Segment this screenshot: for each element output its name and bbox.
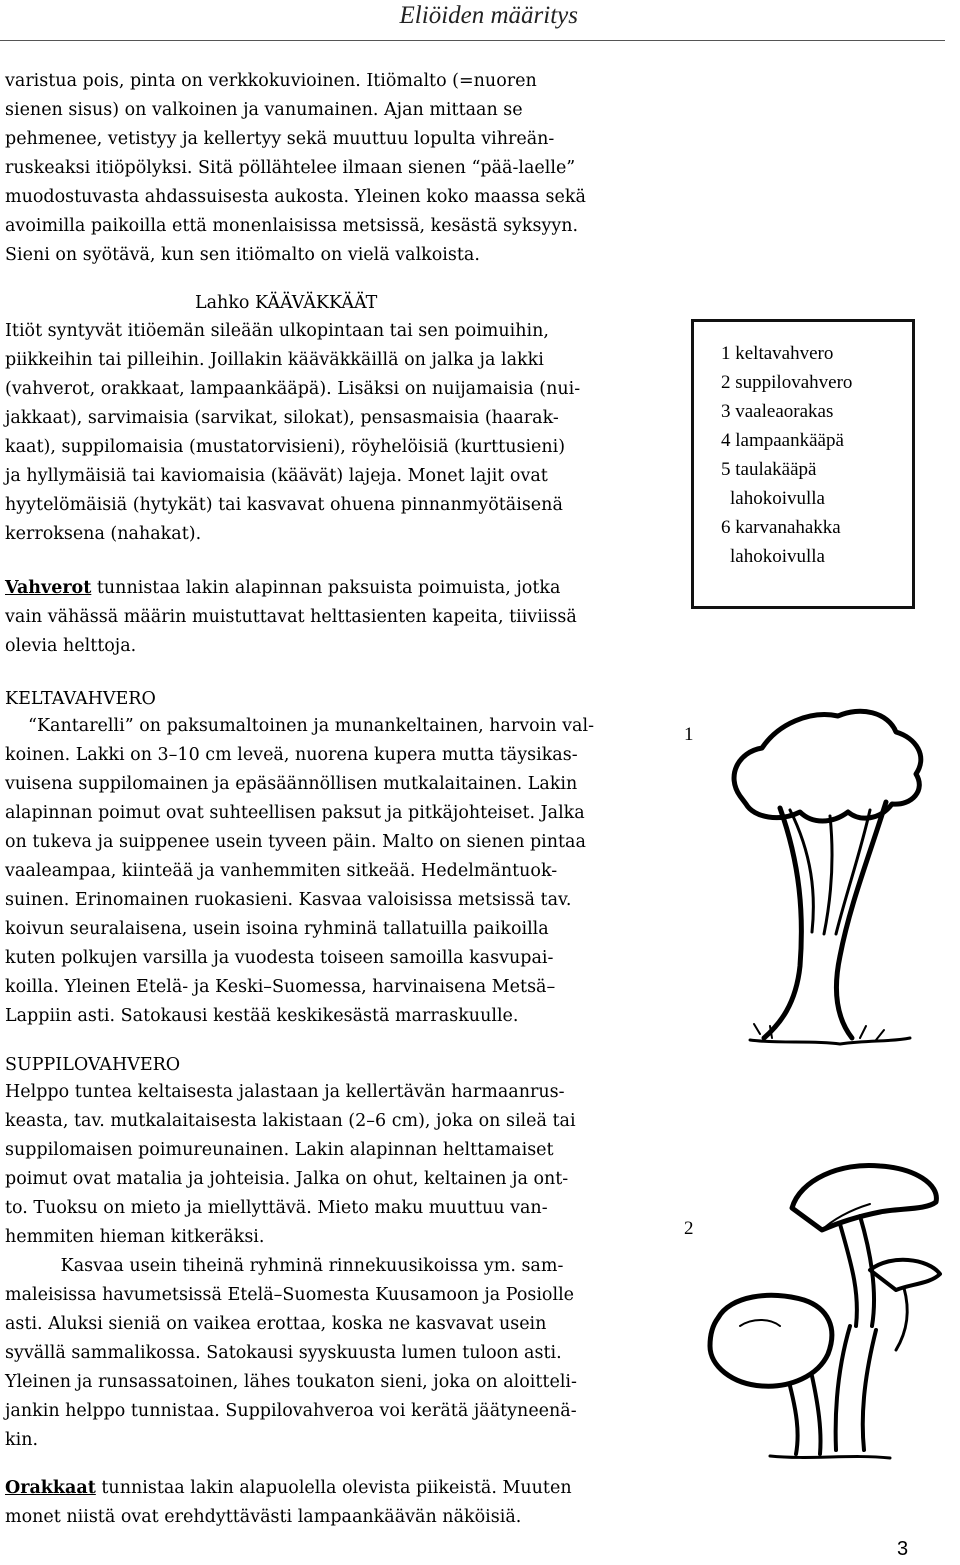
text-line: “Kantarelli” on paksumaltoinen ja munankeltainen, harvoin val-: [28, 716, 594, 736]
text-line: to. Tuoksu on mieto ja miellyttävä. Mieto maku muuttuu van-: [5, 1198, 548, 1218]
text-line: kuten polkujen varsilla ja vuodesta toiseen samoilla kasvupai-: [5, 948, 554, 968]
text-line: suppilomaisen poimureunainen. Lakin alapinnan helttamaiset: [5, 1140, 554, 1160]
text-line: maleisissa havumetsissä Etelä–Suomesta Kuusamoon ja Posiolle: [5, 1285, 575, 1305]
orakkaat-line1-rest: tunnistaa lakin alapuolella olevista piikeistä. Muuten: [95, 1478, 572, 1498]
suppilovahvero-illustration: [700, 1150, 950, 1465]
intro-paragraph: [5, 67, 586, 270]
legend-item: 6 karvanahakka: [721, 517, 841, 538]
text-line: koinen. Lakki on 3–10 cm leveä, nuorena kupera mutta täysikas-: [5, 745, 578, 765]
text-line: Lappiin asti. Satokausi kestää keskikesästä marraskuulle.: [5, 1006, 519, 1026]
text-line: hemmiten hieman kitkeräksi.: [5, 1227, 265, 1247]
text-line: piikkeihin tai pilleihin. Joillakin kääväkkäillä on jalka ja lakki: [5, 350, 544, 370]
text-line: (vahverot, orakkaat, lampaankääpä). Lisäksi on nuijamaisia (nui-: [5, 379, 581, 399]
text-line: syvällä sammalikossa. Satokausi syyskuusta lumen tuloon asti.: [5, 1343, 562, 1363]
legend-item: 1 keltavahvero: [721, 343, 834, 364]
legend-item: 3 vaaleaorakas: [721, 401, 834, 422]
vahverot-term: Vahverot: [5, 578, 92, 598]
keltavahvero-paragraph: [5, 712, 594, 1031]
suppilovahvero-paragraph: [5, 1078, 577, 1455]
text-line: vuisena suppilomainen ja epäsäännöllisen mutkalaitainen. Lakin: [5, 774, 578, 794]
legend-item: 5 taulakääpä: [721, 459, 817, 480]
text-line: [5, 1474, 572, 1503]
text-line: avoimilla paikoilla että monenlaisissa metsissä, kesästä syksyyn.: [5, 216, 579, 236]
figure-2-label: 2: [684, 1218, 694, 1239]
text-line: olevia helttoja.: [5, 636, 137, 656]
page-number: 3: [897, 1538, 909, 1560]
text-line: pehmenee, vetistyy ja kellertyy sekä muuttuu lopulta vihreän-: [5, 129, 555, 149]
text-line: monet niistä ovat erehdyttävästi lampaankäävän näköisiä.: [5, 1507, 522, 1527]
suppilovahvero-heading: SUPPILOVAHVERO: [5, 1055, 181, 1075]
text-line: jakkaat), sarvimaisia (sarvikat, silokat), pensasmaisia (haarak-: [5, 408, 559, 428]
text-line: Sieni on syötävä, kun sen itiömalto on vielä valkoista.: [5, 245, 480, 265]
orakkaat-paragraph: [5, 1474, 572, 1532]
text-line: Helppo tuntea keltaisesta jalastaan ja kellertävän harmaanrus-: [5, 1082, 565, 1102]
text-line: kerroksena (nahakat).: [5, 524, 202, 544]
text-line: kin.: [5, 1430, 39, 1450]
species-legend-box: [691, 319, 915, 609]
header-rule: [0, 40, 945, 41]
vahverot-line1-rest: tunnistaa lakin alapinnan paksuista poimuista, jotka: [91, 578, 561, 598]
legend-item: lahokoivulla: [730, 488, 825, 509]
text-line: Itiöt syntyvät itiöemän sileään ulkopintaan tai sen poimuihin,: [5, 321, 549, 341]
vahverot-paragraph: [5, 574, 577, 661]
text-line: jankin helppo tunnistaa. Suppilovahveroa voi kerätä jäätyneenä-: [5, 1401, 577, 1421]
text-line: poimut ovat matalia ja johteisia. Jalka on ohut, keltainen ja ont-: [5, 1169, 569, 1189]
keltavahvero-illustration: [720, 704, 940, 1049]
text-line: suinen. Erinomainen ruokasieni. Kasvaa valoisissa metsissä tav.: [5, 890, 572, 910]
lahko-heading: Lahko KÄÄVÄKKÄÄT: [195, 293, 378, 313]
text-line: muodostuvasta ahdassuisesta aukosta. Yleinen koko maassa sekä: [5, 187, 586, 207]
legend-item: 4 lampaankääpä: [721, 430, 844, 451]
text-line: koilla. Yleinen Etelä- ja Keski–Suomessa, harvinaisena Metsä–: [5, 977, 556, 997]
text-line: asti. Aluksi sieniä on vaikea erottaa, koska ne kasvavat usein: [5, 1314, 547, 1334]
text-line: on tukeva ja suippenee usein tyveen päin. Malto on sienen pintaa: [5, 832, 586, 852]
keltavahvero-heading: KELTAVAHVERO: [5, 689, 156, 709]
text-line: sienen sisus) on valkoinen ja vanumainen. Ajan mittaan se: [5, 100, 523, 120]
legend-item: lahokoivulla: [730, 546, 825, 567]
text-line: varistua pois, pinta on verkkokuvioinen. Itiömalto (=nuoren: [5, 71, 537, 91]
text-line: hyytelömäisiä (hytykät) tai kasvavat ohuena pinnanmyötäisenä: [5, 495, 563, 515]
orakkaat-term: Orakkaat: [5, 1478, 96, 1498]
text-line: vain vähässä määrin muistuttavat helttasienten kapeita, tiiviissä: [5, 607, 577, 627]
text-line: vaaleampaa, kiinteää ja vanhemmiten sitkeää. Hedelmäntuok-: [5, 861, 558, 881]
text-line: ja hyllymäisiä tai kaviomaisia (käävät) lajeja. Monet lajit ovat: [5, 466, 548, 486]
running-header: Eliöiden määritys: [399, 2, 578, 29]
legend-item: 2 suppilovahvero: [721, 372, 853, 393]
text-line: keasta, tav. mutkalaitaisesta lakistaan (2–6 cm), joka on sileä tai: [5, 1111, 576, 1131]
text-line: alapinnan poimut ovat suhteellisen paksut ja pitkäjohteiset. Jalka: [5, 803, 585, 823]
text-line: koivun seuralaisena, usein isoina ryhminä tallatuilla paikoilla: [5, 919, 549, 939]
text-line: ruskeaksi itiöpölyksi. Sitä pöllähtelee ilmaan sienen “pää-laelle”: [5, 158, 576, 178]
text-line: kaat), suppilomaisia (mustatorvisieni), röyhelöisiä (kurttusieni): [5, 437, 566, 457]
lahko-paragraph: [5, 317, 580, 549]
figure-1-label: 1: [684, 724, 694, 745]
text-line: [5, 574, 577, 603]
text-line: Kasvaa usein tiheinä ryhminä rinnekuusikoissa ym. sam-: [5, 1256, 564, 1276]
text-line: Yleinen ja runsassatoinen, lähes toukaton sieni, joka on aloitteli-: [5, 1372, 577, 1392]
